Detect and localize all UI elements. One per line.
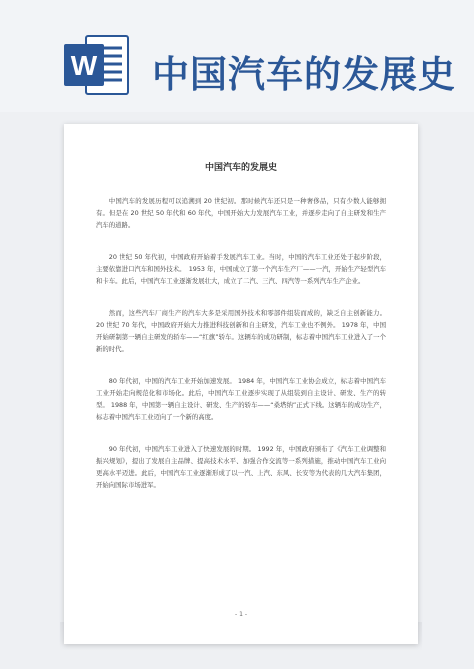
paragraph-5: 90 年代初，中国汽车工业进入了快速发展的时期。 1992 年，中国政府颁布了《汽车工业调整和振兴规划》，提出了发展自主品牌、提高技术水平、加强合作交流等一系列措施，推动中国汽车工业向更高水平迈进。此后，中国汽车工业逐渐形成了以一汽、上汽、东风、长安等为代表的几大汽车集团，开始向国际市场进军。 (96, 445, 386, 489)
word-document-icon (62, 30, 132, 100)
paragraph-3: 然而，这些汽车厂商生产的汽车大多是采用国外技术和零部件组装而成的，缺乏自主创新能力。 20 世纪 70 年代，中国政府开始大力推进科技创新和自主研发，汽车工业也不例外。 1978 年，中国开始研制第一辆自主研发的轿车——“红旗”轿车。这辆车的成功研制，标志着中国汽车工业进入了一个新的时代。 (96, 309, 386, 353)
paragraph-1: 中国汽车的发展历程可以追溯到 20 世纪初。那时候汽车还只是一种奢侈品，只有少数人能够拥有。但是在 20 世纪 50 年代和 60 年代，中国开始大力发展汽车工业，并逐步走向了自主研发和生产汽车的道路。 (96, 197, 386, 229)
document-title: 中国汽车的发展史 (204, 163, 277, 173)
paragraph-4: 80 年代初，中国的汽车工业开始加速发展。 1984 年，中国汽车工业协会成立，标志着中国汽车工业开始走向规范化和市场化。此后，中国汽车工业逐步实现了从组装到自主设计、研发、生产的转型。 1988 年，中国第一辆自主设计、研发、生产的轿车——“桑塔纳”正式下线。这辆车的成功生产，标志着中国汽车工业迈向了一个新的高度。 (96, 377, 386, 421)
svg-text:W: W (70, 50, 98, 81)
preview-banner (0, 0, 474, 112)
document-page (64, 124, 418, 644)
paragraph-2: 20 世纪 50 年代初，中国政府开始着手发展汽车工业。当时，中国的汽车工业还处于起步阶段，主要依靠进口汽车和国外技术。 1953 年，中国成立了第一个汽车生产厂——一汽，开始生产轻型汽车和卡车。此后，中国汽车工业逐渐发展壮大，成立了二汽、三汽、四汽等一系列汽车生产企业。 (96, 253, 386, 285)
banner-title: 中国汽车的发展史 (152, 53, 456, 96)
page-number: - 1 - (235, 611, 247, 618)
